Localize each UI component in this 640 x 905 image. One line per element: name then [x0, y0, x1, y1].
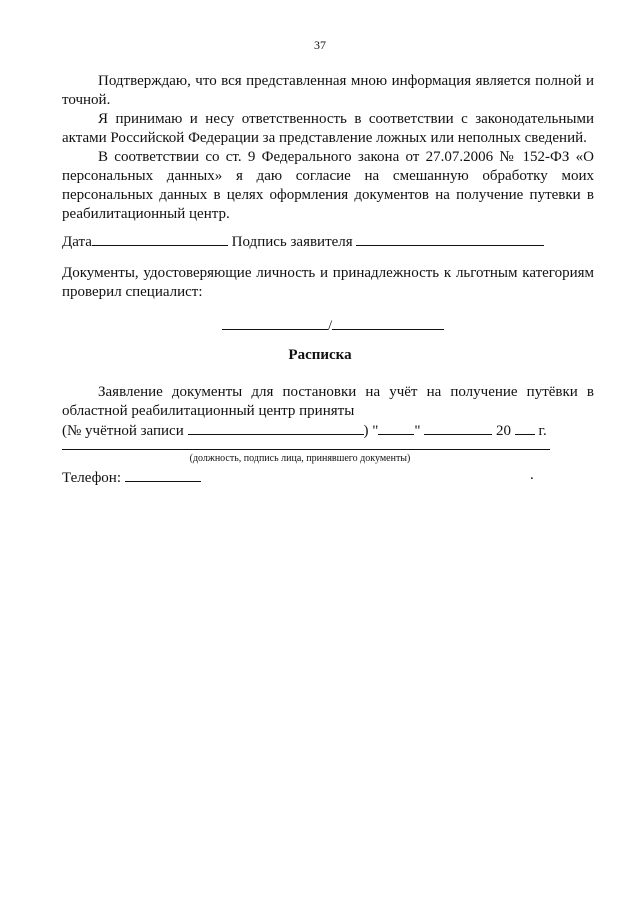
specialist-name-field[interactable] — [332, 314, 444, 330]
year-field[interactable] — [515, 419, 535, 435]
phone-label: Телефон: — [62, 470, 121, 486]
documents-checked-paragraph: Документы, удостоверяющие личность и принадлежность к льготным категориям проверил специалист: — [62, 265, 594, 300]
record-close-paren: ) — [363, 423, 369, 439]
date-signature-line — [62, 230, 544, 252]
quote-open: " — [372, 423, 379, 439]
slash-separator: / — [328, 318, 333, 334]
confirm-paragraph: Подтверждаю, что вся представленная мною информация является полной и точной. — [62, 73, 594, 108]
quote-close: " — [414, 423, 421, 439]
signature-label: Подпись заявителя — [231, 234, 353, 250]
date-label: Дата — [62, 234, 92, 250]
phone-line — [62, 466, 201, 488]
month-field[interactable] — [424, 419, 492, 435]
date-field[interactable] — [92, 230, 228, 246]
phone-field[interactable] — [125, 466, 201, 482]
responsibility-paragraph: Я принимаю и несу ответственность в соответствии с законодательными актами Российской Федерации за представление ложных или неполных сведений. — [62, 111, 594, 146]
record-label: (№ учётной записи — [62, 423, 184, 439]
specialist-signature-field[interactable] — [222, 314, 328, 330]
trailing-dot: . — [530, 467, 534, 483]
day-field[interactable] — [378, 419, 414, 435]
year-prefix: 20 — [496, 423, 511, 439]
receipt-paragraph: Заявление документы для постановки на учёт на получение путёвки в областной реабилитационный центр приняты — [62, 384, 594, 419]
signature-field[interactable] — [356, 230, 544, 246]
accepting-person-caption: (должность, подпись лица, принявшего документы) — [189, 453, 411, 464]
record-line — [62, 419, 547, 441]
record-number-field[interactable] — [188, 419, 364, 435]
consent-paragraph: В соответствии со ст. 9 Федерального закона от 27.07.2006 № 152-ФЗ «О персональных данных» я даю согласие на смешанную обработку моих персональных данных в целях оформления документов на получение путевки в реабилитационный центр. — [62, 149, 594, 222]
year-suffix: г. — [538, 423, 547, 439]
accepting-person-rule — [62, 449, 550, 450]
receipt-title: Расписка — [288, 347, 352, 363]
page-number: 37 — [314, 38, 326, 52]
specialist-signature-line — [222, 314, 444, 336]
